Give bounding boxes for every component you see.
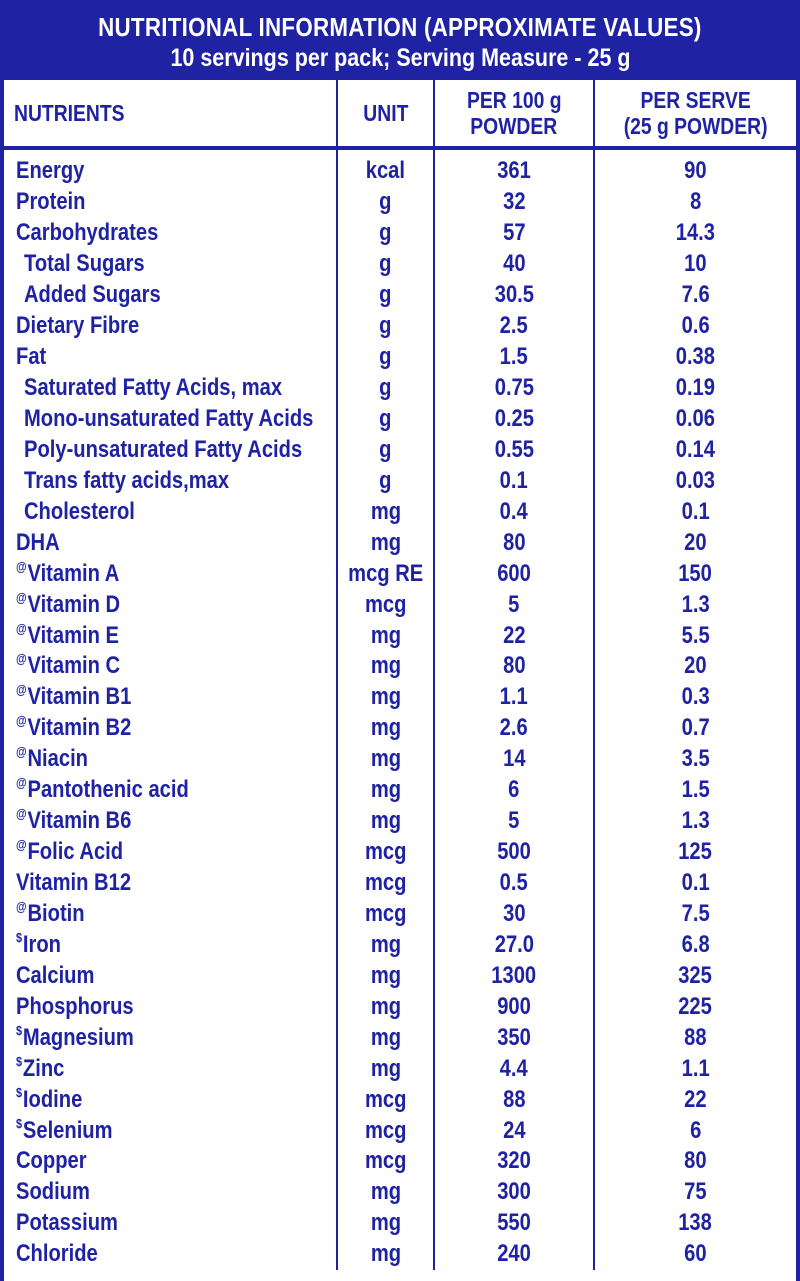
value-per-serve: 7.5 — [594, 899, 796, 930]
nutrient-unit: g — [337, 218, 434, 249]
nutrient-name: Trans fatty acids,max — [24, 466, 230, 494]
nutrient-unit: mg — [337, 929, 434, 960]
table-row — [4, 806, 796, 837]
table-row — [4, 1053, 796, 1084]
nutrient-name: Poly-unsaturated Fatty Acids — [24, 435, 303, 463]
nutrient-name: @Niacin — [16, 744, 89, 773]
footnote-mark: @ — [16, 558, 27, 574]
nutrient-unit: kcal — [337, 148, 434, 187]
value-per-100g: 6 — [434, 775, 594, 806]
nutrient-unit: g — [337, 280, 434, 311]
value-per-serve: 1.3 — [594, 589, 796, 620]
table-row — [4, 311, 796, 342]
nutrient-unit: mg — [337, 775, 434, 806]
nutrient-name: Vitamin B12 — [16, 869, 132, 897]
nutrient-name: $Selenium — [16, 1115, 113, 1144]
table-row — [4, 991, 796, 1022]
footnote-mark: @ — [16, 775, 27, 791]
nutrient-unit: g — [337, 249, 434, 280]
value-per-100g: 550 — [434, 1208, 594, 1239]
value-per-100g: 30 — [434, 899, 594, 930]
nutrient-unit: mcg — [337, 1115, 434, 1146]
nutrient-name: @Vitamin A — [16, 558, 120, 587]
value-per-serve: 80 — [594, 1146, 796, 1177]
nutrient-unit: mg — [337, 960, 434, 991]
table-row — [4, 373, 796, 404]
value-per-100g: 14 — [434, 744, 594, 775]
nutrient-name: Fat — [16, 343, 47, 371]
value-per-serve: 20 — [594, 527, 796, 558]
nutrient-name: Total Sugars — [24, 250, 145, 278]
nutrient-name: Phosphorus — [16, 992, 134, 1020]
value-per-100g: 30.5 — [434, 280, 594, 311]
column-header-nutrients: NUTRIENTS — [4, 80, 337, 148]
footnote-mark: $ — [16, 929, 23, 945]
table-row — [4, 1208, 796, 1239]
nutrient-unit: g — [337, 465, 434, 496]
nutrient-unit: mg — [337, 713, 434, 744]
nutrient-name: Cholesterol — [24, 497, 135, 525]
value-per-serve: 88 — [594, 1022, 796, 1053]
nutrient-name: $Iodine — [16, 1084, 83, 1113]
table-row — [4, 775, 796, 806]
value-per-100g: 5 — [434, 589, 594, 620]
value-per-serve: 20 — [594, 651, 796, 682]
table-row — [4, 589, 796, 620]
nutrient-name: Copper — [16, 1147, 87, 1175]
footnote-mark: @ — [16, 713, 27, 729]
table-row — [4, 496, 796, 527]
table-row — [4, 1084, 796, 1115]
nutrient-name: Dietary Fibre — [16, 312, 140, 340]
nutrition-table — [4, 80, 796, 1270]
table-row — [4, 342, 796, 373]
value-per-100g: 22 — [434, 620, 594, 651]
footnote-mark: $ — [16, 1022, 23, 1038]
nutrient-name: Chloride — [16, 1240, 98, 1268]
nutrient-name: @Vitamin B6 — [16, 806, 132, 835]
value-per-100g: 4.4 — [434, 1053, 594, 1084]
table-row — [4, 1146, 796, 1177]
nutrient-name: @Biotin — [16, 898, 85, 927]
table-row — [4, 434, 796, 465]
title-banner — [4, 4, 796, 80]
table-row — [4, 682, 796, 713]
nutrient-name: Calcium — [16, 961, 95, 989]
nutrient-name: $Iron — [16, 929, 61, 958]
table-row — [4, 465, 796, 496]
value-per-serve: 6 — [594, 1115, 796, 1146]
value-per-100g: 0.1 — [434, 465, 594, 496]
value-per-serve: 150 — [594, 558, 796, 589]
value-per-serve: 0.14 — [594, 434, 796, 465]
table-row — [4, 651, 796, 682]
nutrient-name: Carbohydrates — [16, 219, 159, 247]
nutrient-unit: mg — [337, 651, 434, 682]
value-per-serve: 8 — [594, 187, 796, 218]
nutrient-unit: mg — [337, 527, 434, 558]
value-per-100g: 300 — [434, 1177, 594, 1208]
nutrient-name: @Vitamin B1 — [16, 682, 132, 711]
nutrient-unit: mcg — [337, 868, 434, 899]
nutrient-name: DHA — [16, 528, 60, 556]
value-per-100g: 88 — [434, 1084, 594, 1115]
value-per-serve: 10 — [594, 249, 796, 280]
nutrient-unit: mg — [337, 744, 434, 775]
nutrient-unit: g — [337, 373, 434, 404]
table-row — [4, 899, 796, 930]
nutrient-unit: mg — [337, 991, 434, 1022]
value-per-serve: 22 — [594, 1084, 796, 1115]
value-per-serve: 1.3 — [594, 806, 796, 837]
column-header-unit: UNIT — [337, 80, 434, 148]
value-per-100g: 24 — [434, 1115, 594, 1146]
value-per-serve: 0.3 — [594, 682, 796, 713]
value-per-100g: 80 — [434, 651, 594, 682]
value-per-serve: 6.8 — [594, 929, 796, 960]
value-per-serve: 90 — [594, 148, 796, 187]
table-row — [4, 837, 796, 868]
value-per-serve: 1.1 — [594, 1053, 796, 1084]
value-per-serve: 0.03 — [594, 465, 796, 496]
footnote-mark: $ — [16, 1053, 23, 1069]
table-row — [4, 1177, 796, 1208]
value-per-serve: 0.06 — [594, 404, 796, 435]
value-per-100g: 40 — [434, 249, 594, 280]
nutrient-unit: mcg — [337, 1146, 434, 1177]
value-per-100g: 0.5 — [434, 868, 594, 899]
table-row — [4, 713, 796, 744]
table-header-row — [4, 80, 796, 148]
nutrient-name: Added Sugars — [24, 281, 161, 309]
value-per-serve: 225 — [594, 991, 796, 1022]
footnote-mark: @ — [16, 651, 27, 667]
table-row — [4, 960, 796, 991]
table-row — [4, 280, 796, 311]
value-per-100g: 1.1 — [434, 682, 594, 713]
nutrient-unit: mg — [337, 1239, 434, 1270]
value-per-serve: 60 — [594, 1239, 796, 1270]
value-per-100g: 2.6 — [434, 713, 594, 744]
footnote-mark: @ — [16, 898, 27, 914]
value-per-serve: 1.5 — [594, 775, 796, 806]
nutrient-unit: mcg — [337, 899, 434, 930]
value-per-serve: 0.1 — [594, 496, 796, 527]
nutrient-name: Potassium — [16, 1209, 118, 1237]
footnote-mark: $ — [16, 1084, 23, 1100]
value-per-serve: 0.1 — [594, 868, 796, 899]
footnote-mark: @ — [16, 744, 27, 760]
column-header-per-100g: PER 100 g POWDER — [434, 80, 594, 148]
table-row — [4, 404, 796, 435]
nutrient-name: Sodium — [16, 1178, 90, 1206]
value-per-100g: 0.25 — [434, 404, 594, 435]
value-per-serve: 325 — [594, 960, 796, 991]
nutrient-name: $Magnesium — [16, 1022, 134, 1051]
value-per-serve: 125 — [594, 837, 796, 868]
value-per-serve: 0.7 — [594, 713, 796, 744]
value-per-serve: 0.6 — [594, 311, 796, 342]
value-per-100g: 900 — [434, 991, 594, 1022]
table-row — [4, 148, 796, 187]
nutrient-name: $Zinc — [16, 1053, 65, 1082]
nutrient-unit: mg — [337, 620, 434, 651]
value-per-100g: 2.5 — [434, 311, 594, 342]
footnote-mark: $ — [16, 1115, 23, 1131]
nutrient-name: @Vitamin E — [16, 620, 120, 649]
value-per-100g: 0.4 — [434, 496, 594, 527]
nutrient-unit: g — [337, 342, 434, 373]
value-per-100g: 1300 — [434, 960, 594, 991]
value-per-100g: 320 — [434, 1146, 594, 1177]
value-per-serve: 0.19 — [594, 373, 796, 404]
nutrient-unit: g — [337, 404, 434, 435]
value-per-100g: 57 — [434, 218, 594, 249]
nutrient-name: Saturated Fatty Acids, max — [24, 374, 283, 402]
nutrient-name: @Folic Acid — [16, 837, 124, 866]
value-per-serve: 5.5 — [594, 620, 796, 651]
panel-title: NUTRITIONAL INFORMATION (APPROXIMATE VALUES) — [98, 12, 702, 42]
value-per-100g: 5 — [434, 806, 594, 837]
table-row — [4, 1022, 796, 1053]
table-row — [4, 868, 796, 899]
value-per-100g: 350 — [434, 1022, 594, 1053]
nutrient-unit: mg — [337, 1022, 434, 1053]
value-per-serve: 138 — [594, 1208, 796, 1239]
value-per-100g: 361 — [434, 148, 594, 187]
nutrient-name: @Vitamin B2 — [16, 713, 132, 742]
table-row — [4, 929, 796, 960]
nutrient-unit: mcg RE — [337, 558, 434, 589]
value-per-100g: 32 — [434, 187, 594, 218]
table-row — [4, 527, 796, 558]
table-row — [4, 558, 796, 589]
value-per-100g: 600 — [434, 558, 594, 589]
nutrient-unit: mcg — [337, 1084, 434, 1115]
nutrient-unit: g — [337, 187, 434, 218]
table-row — [4, 218, 796, 249]
value-per-serve: 7.6 — [594, 280, 796, 311]
value-per-100g: 27.0 — [434, 929, 594, 960]
nutrient-name: Energy — [16, 157, 85, 185]
footnote-mark: @ — [16, 589, 27, 605]
nutrient-unit: mg — [337, 806, 434, 837]
value-per-100g: 0.75 — [434, 373, 594, 404]
nutrient-unit: mcg — [337, 589, 434, 620]
nutrient-unit: mg — [337, 682, 434, 713]
table-row — [4, 744, 796, 775]
nutrient-unit: mg — [337, 1177, 434, 1208]
nutrient-unit: mg — [337, 1053, 434, 1084]
nutrient-name: Mono-unsaturated Fatty Acids — [24, 404, 314, 432]
footnote-mark: @ — [16, 837, 27, 853]
table-row — [4, 249, 796, 280]
footnote-mark: @ — [16, 806, 27, 822]
table-row — [4, 1239, 796, 1270]
value-per-serve: 14.3 — [594, 218, 796, 249]
value-per-serve: 75 — [594, 1177, 796, 1208]
value-per-100g: 240 — [434, 1239, 594, 1270]
serving-info: 10 servings per pack; Serving Measure - 25 g — [169, 44, 631, 72]
nutrient-unit: g — [337, 434, 434, 465]
nutrient-name: @Vitamin C — [16, 651, 121, 680]
nutrient-unit: mcg — [337, 837, 434, 868]
value-per-100g: 1.5 — [434, 342, 594, 373]
nutrient-name: @Pantothenic acid — [16, 775, 189, 804]
value-per-100g: 80 — [434, 527, 594, 558]
nutrient-unit: g — [337, 311, 434, 342]
nutrient-name: @Vitamin D — [16, 589, 121, 618]
nutrient-name: Protein — [16, 188, 86, 216]
nutrient-unit: mg — [337, 1208, 434, 1239]
footnote-mark: @ — [16, 620, 27, 636]
table-row — [4, 620, 796, 651]
value-per-serve: 3.5 — [594, 744, 796, 775]
nutrient-unit: mg — [337, 496, 434, 527]
value-per-100g: 0.55 — [434, 434, 594, 465]
table-row — [4, 1115, 796, 1146]
table-row — [4, 187, 796, 218]
value-per-100g: 500 — [434, 837, 594, 868]
value-per-serve: 0.38 — [594, 342, 796, 373]
footnote-mark: @ — [16, 682, 27, 698]
column-header-per-serve: PER SERVE (25 g POWDER) — [594, 80, 796, 148]
